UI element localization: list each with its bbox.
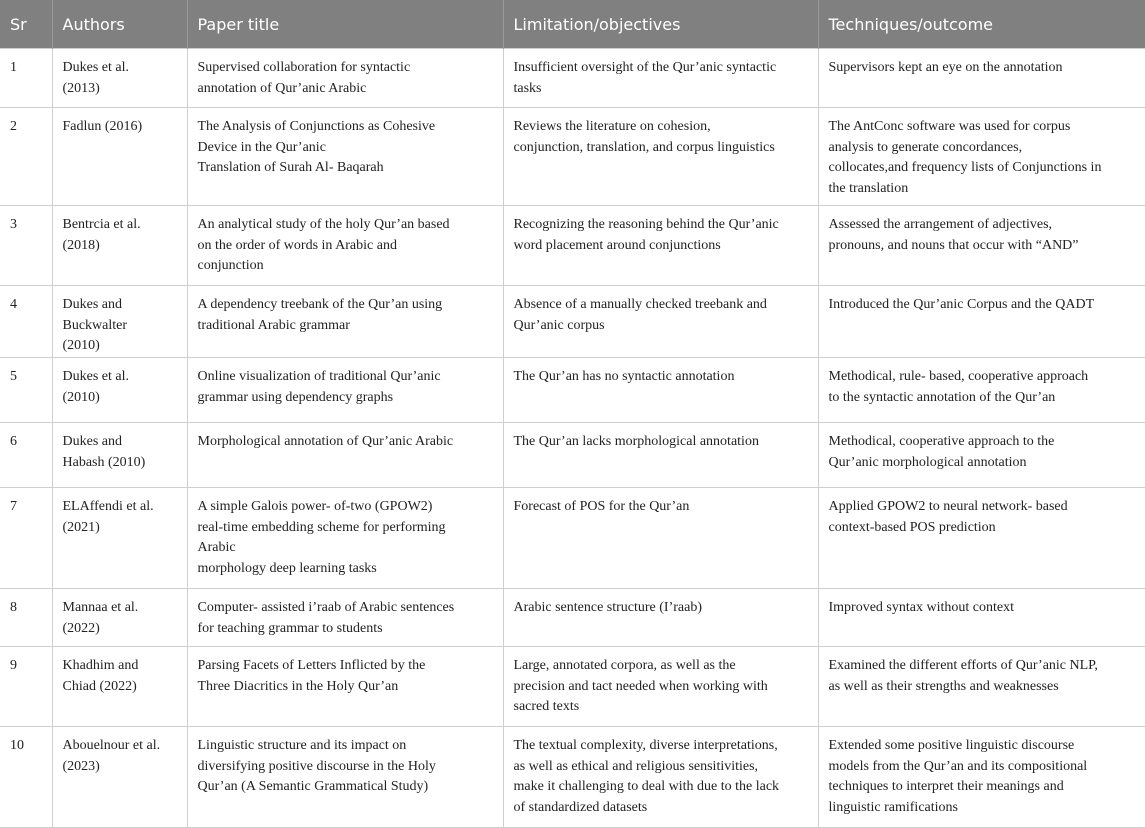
header-limitation: Limitation/objectives [503, 0, 818, 49]
authors-cell: Dukes and Habash (2010) [52, 423, 187, 488]
paper-title-cell: Computer- assisted i’raab of Arabic sentences for teaching grammar to students [187, 589, 503, 647]
limitation-cell: Absence of a manually checked treebank and Qur’anic corpus [503, 286, 818, 358]
sr-cell: 4 [0, 286, 52, 358]
paper-title-cell: Online visualization of traditional Qur’anic grammar using dependency graphs [187, 358, 503, 423]
limitation-cell: Large, annotated corpora, as well as the precision and tact needed when working with sacred texts [503, 647, 818, 727]
table-row [0, 358, 1145, 423]
header-authors: Authors [52, 0, 187, 49]
limitation-cell: Insufficient oversight of the Qur’anic syntactic tasks [503, 49, 818, 108]
table-row [0, 488, 1145, 589]
sr-cell: 10 [0, 727, 52, 828]
limitation-cell: Forecast of POS for the Qur’an [503, 488, 818, 589]
paper-title-cell: The Analysis of Conjunctions as Cohesive Device in the Qur’anic Translation of Surah Al- Baqarah [187, 108, 503, 206]
paper-title-cell: A simple Galois power- of-two (GPOW2) real-time embedding scheme for performing Arabic morphology deep learning tasks [187, 488, 503, 589]
table-row [0, 647, 1145, 727]
authors-cell: Dukes and Buckwalter (2010) [52, 286, 187, 358]
header-sr: Sr [0, 0, 52, 49]
table-row [0, 286, 1145, 358]
limitation-cell: The Qur’an has no syntactic annotation [503, 358, 818, 423]
paper-title-cell: Morphological annotation of Qur’anic Arabic [187, 423, 503, 488]
authors-cell: Mannaa et al. (2022) [52, 589, 187, 647]
sr-cell: 3 [0, 206, 52, 286]
header-techniques: Techniques/outcome [818, 0, 1145, 49]
authors-cell: Abouelnour et al. (2023) [52, 727, 187, 828]
sr-cell: 8 [0, 589, 52, 647]
limitation-cell: The Qur’an lacks morphological annotation [503, 423, 818, 488]
authors-cell: Fadlun (2016) [52, 108, 187, 206]
techniques-cell: Methodical, cooperative approach to the Qur’anic morphological annotation [818, 423, 1145, 488]
limitation-cell: Reviews the literature on cohesion, conjunction, translation, and corpus linguistics [503, 108, 818, 206]
paper-title-cell: A dependency treebank of the Qur’an using traditional Arabic grammar [187, 286, 503, 358]
table-row [0, 49, 1145, 108]
authors-cell: Dukes et al. (2013) [52, 49, 187, 108]
techniques-cell: Improved syntax without context [818, 589, 1145, 647]
authors-cell: Bentrcia et al. (2018) [52, 206, 187, 286]
sr-cell: 5 [0, 358, 52, 423]
table-row [0, 108, 1145, 206]
techniques-cell: Applied GPOW2 to neural network- based context-based POS prediction [818, 488, 1145, 589]
table-row [0, 589, 1145, 647]
limitation-cell: The textual complexity, diverse interpretations, as well as ethical and religious sensitivities, make it challenging to deal with due to the lack of standardized datasets [503, 727, 818, 828]
table-row [0, 206, 1145, 286]
paper-title-cell: An analytical study of the holy Qur’an based on the order of words in Arabic and conjunction [187, 206, 503, 286]
techniques-cell: Examined the different efforts of Qur’anic NLP, as well as their strengths and weaknesses [818, 647, 1145, 727]
header-paper-title: Paper title [187, 0, 503, 49]
authors-cell: Khadhim and Chiad (2022) [52, 647, 187, 727]
table-row [0, 727, 1145, 828]
techniques-cell: Methodical, rule- based, cooperative approach to the syntactic annotation of the Qur’an [818, 358, 1145, 423]
paper-title-cell: Linguistic structure and its impact on diversifying positive discourse in the Holy Qur’an (A Semantic Grammatical Study) [187, 727, 503, 828]
sr-cell: 1 [0, 49, 52, 108]
limitation-cell: Arabic sentence structure (I’raab) [503, 589, 818, 647]
authors-cell: ELAffendi et al. (2021) [52, 488, 187, 589]
techniques-cell: Assessed the arrangement of adjectives, pronouns, and nouns that occur with “AND” [818, 206, 1145, 286]
techniques-cell: Supervisors kept an eye on the annotation [818, 49, 1145, 108]
paper-title-cell: Supervised collaboration for syntactic annotation of Qur’anic Arabic [187, 49, 503, 108]
techniques-cell: The AntConc software was used for corpus analysis to generate concordances, collocates,and frequency lists of Conjunctions in the translation [818, 108, 1145, 206]
sr-cell: 9 [0, 647, 52, 727]
header-row [0, 0, 1145, 49]
paper-title-cell: Parsing Facets of Letters Inflicted by the Three Diacritics in the Holy Qur’an [187, 647, 503, 727]
sr-cell: 2 [0, 108, 52, 206]
sr-cell: 7 [0, 488, 52, 589]
authors-cell: Dukes et al. (2010) [52, 358, 187, 423]
techniques-cell: Extended some positive linguistic discourse models from the Qur’an and its compositional techniques to interpret their meanings and linguistic ramifications [818, 727, 1145, 828]
limitation-cell: Recognizing the reasoning behind the Qur’anic word placement around conjunctions [503, 206, 818, 286]
techniques-cell: Introduced the Qur’anic Corpus and the QADT [818, 286, 1145, 358]
table-row [0, 423, 1145, 488]
sr-cell: 6 [0, 423, 52, 488]
